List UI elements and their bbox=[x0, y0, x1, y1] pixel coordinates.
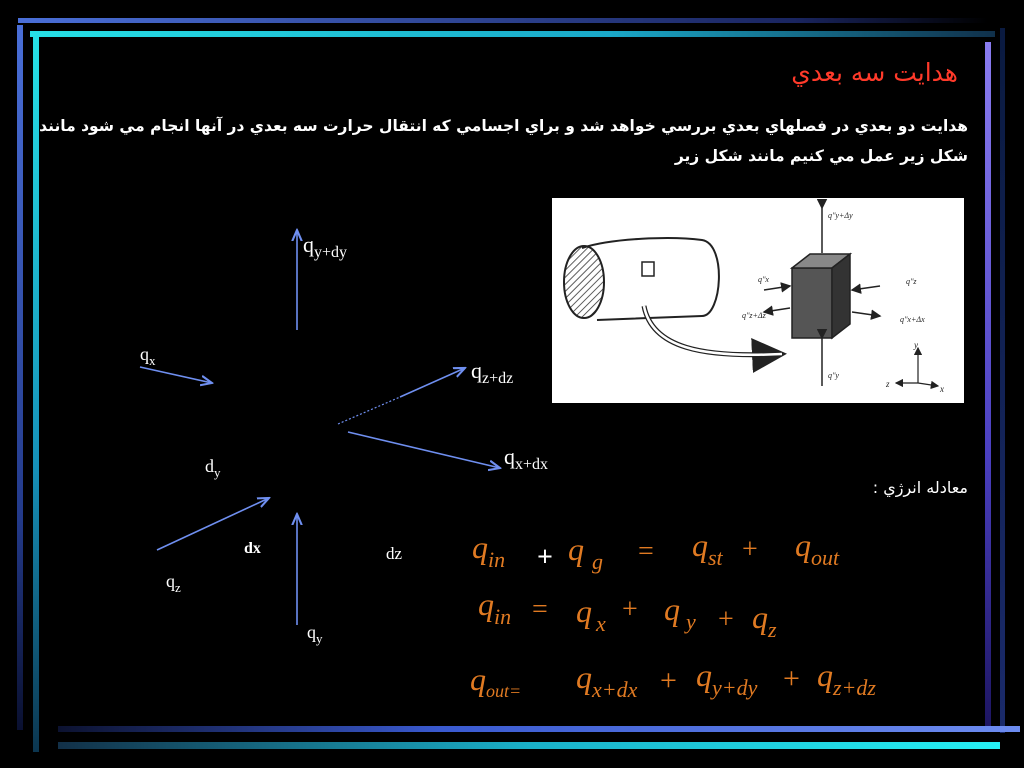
flux-label-right-top: q''z bbox=[906, 277, 917, 286]
svg-text:+: + bbox=[742, 534, 758, 565]
svg-text:+: + bbox=[783, 662, 800, 695]
axis-y-label: y bbox=[914, 340, 918, 350]
slide-title: هدايت سه بعدي bbox=[791, 58, 958, 87]
svg-text:qout: $q_{out}$ bbox=[795, 527, 840, 570]
label-qx: $q_x$ bbox=[140, 344, 156, 368]
svg-text:qz: $q_z$ bbox=[752, 599, 777, 642]
axis-x-label: x bbox=[940, 384, 944, 394]
label-qx-dx: $q_{x+dx}$ bbox=[504, 444, 549, 473]
label-qy-dy: $q_{y+dy}$ bbox=[303, 232, 348, 261]
svg-text:qout=: $q_{out=}$ bbox=[470, 661, 522, 701]
svg-text:qst: $q_{st}$ bbox=[692, 527, 723, 570]
arrow-qz-dz bbox=[400, 368, 465, 397]
flux-label-left-top: q''x bbox=[758, 275, 769, 284]
dotted-diagonal bbox=[338, 397, 400, 424]
svg-text:+: + bbox=[660, 664, 677, 697]
arrow-qx bbox=[140, 367, 212, 383]
label-qz-dz: $q_{z+dz}$ bbox=[471, 358, 514, 387]
axis-z-label: z bbox=[886, 379, 890, 389]
flux-label-left-bottom: q''z+Δz bbox=[742, 311, 766, 320]
arrow-qx-dx bbox=[348, 432, 500, 468]
energy-equation-2 bbox=[478, 586, 777, 642]
svg-text:=: = bbox=[532, 594, 548, 625]
svg-text:+: + bbox=[537, 542, 553, 573]
label-qy: $q_y$ bbox=[307, 622, 323, 646]
energy-equation-3 bbox=[470, 657, 876, 702]
svg-text:+: + bbox=[622, 594, 638, 625]
flux-label-right-bottom: q''x+Δx bbox=[900, 315, 925, 324]
energy-equation-1 bbox=[472, 527, 840, 574]
svg-text:+: + bbox=[718, 604, 734, 635]
svg-text:qx+dx: $q_{x+dx}$ bbox=[576, 659, 638, 702]
label-qz: $q_z$ bbox=[166, 571, 181, 595]
svg-text:qy+dy: $q_{y+dy}$ bbox=[696, 657, 758, 700]
energy-equation-label: معادله انرژي : bbox=[872, 478, 968, 497]
svg-text:qy: q $_y$ bbox=[664, 591, 696, 634]
slide-paragraph: هدايت دو بعدي در فصلهاي بعدي بررسي خواهد شد و براي اجسامي كه انتقال حرارت سه بعدي در آنها انجام مي شود مانند شكل زير عمل مي كنيم مانند شكل زير bbox=[39, 117, 968, 165]
svg-text:qg: q $_g$ bbox=[568, 531, 603, 574]
svg-text:qin: $q_{in}$ bbox=[472, 529, 506, 572]
flux-label-top: q''y+Δy bbox=[828, 211, 853, 220]
flux-label-bottom: q''y bbox=[828, 371, 839, 380]
svg-text:qx: q $_x$ bbox=[576, 593, 606, 636]
label-dz: dz bbox=[386, 544, 403, 563]
svg-text:qin: $q_{in}$ bbox=[478, 586, 512, 629]
svg-text:=: = bbox=[638, 536, 654, 567]
label-dy: $d_y$ bbox=[205, 456, 221, 480]
label-dx: dx bbox=[244, 540, 261, 557]
svg-text:qz+dz: $q_{z+dz}$ bbox=[817, 657, 876, 700]
